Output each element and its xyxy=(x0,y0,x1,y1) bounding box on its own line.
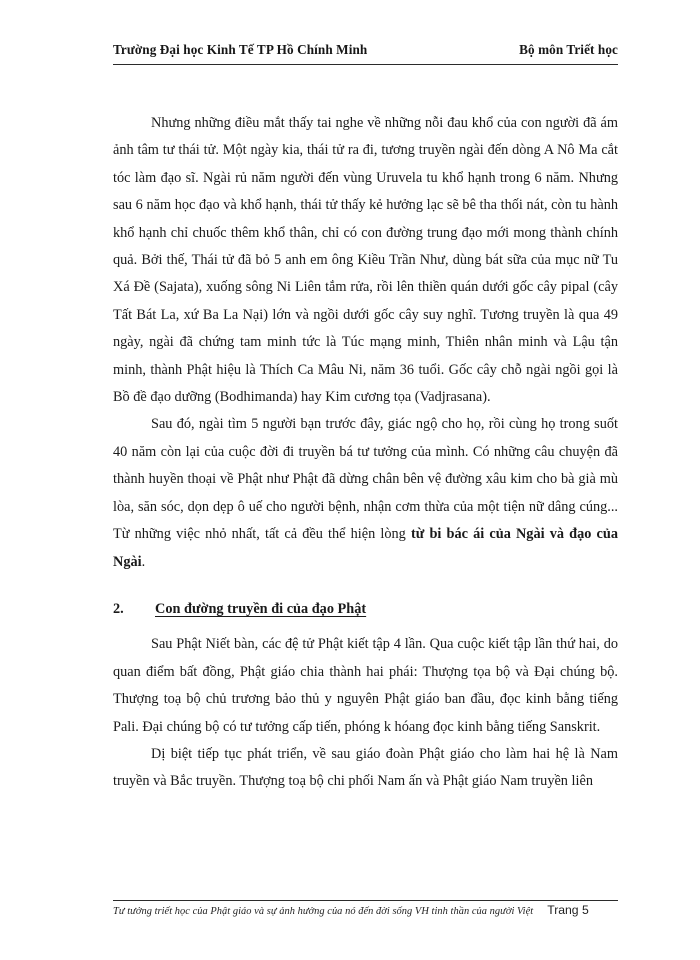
section-number: 2. xyxy=(113,600,124,617)
page-footer xyxy=(113,903,618,917)
paragraph-4-text: Dị biệt tiếp tục phát triển, về sau giáo đoàn Phật giáo cho làm hai hệ là Nam truyền và Bắc truyền. Thượng toạ bộ chi phối Nam ấn và Phật giáo Nam truyền liên xyxy=(113,745,618,790)
paragraph-3-text: Sau Phật Niết bàn, các đệ tử Phật kiết tập 4 lần. Qua cuộc kiết tập lần thứ hai, do quan điểm bất đồng, Phật giáo chia thành hai phái: Thượng tọa bộ và Đại chúng bộ. Thượng toạ bộ chủ trương bảo thủ y nguyên Phật giáo ban đầu, đọc kinh bằng tiếng Pali. Đại chúng bộ có tư tưởng cấp tiến, phóng k hóang đọc kinh bằng tiếng Sanskrit. xyxy=(113,636,618,735)
paragraph-1-text: Nhưng những điều mắt thấy tai nghe về những nỗi đau khổ của con người đã ám ảnh tâm tư thái tử. Một ngày kia, thái tử ra đi, tương truyền ngài đến dòng A Nô Ma cắt tóc làm đạo sĩ. Ngài rủ năm người đến vùng Uruvela tu khổ hạnh trong 6 năm. Nhưng sau 6 năm học đạo và khổ hạnh, thái tử thấy kẻ hưởng lạc sẽ bê tha thối nát, còn tu hành khổ hạnh chỉ chuốc thêm khổ thân, chỉ có con đường trung đạo mới mong thành chính quả. Bởi thế, Thái tử đã bỏ 5 anh em ông Kiều Trần Như, dùng bát sữa của mục nữ Tu Xá Đề (Sajata), xuống sông Ni Liên tắm rửa, rồi lên thiền quán dưới gốc cây pipal (cây Tất Bát La, xứ Ba La Nại) lớn và ngồi dưới gốc cây suy nghĩ. Tương truyền là qua 49 ngày, ngài đã chứng tam minh tức là Túc mạng minh, Thiên nhân minh và Lậu tận minh, thành Phật hiệu là Thích Ca Mâu Ni, năm 36 tuổi. Gốc cây chỗ ngài ngồi gọi là Bồ đề đạo dưỡng (Bodhimanda) hay Kim cương tọa (Vadjrasana). xyxy=(113,115,618,406)
paragraph-buddha-teaching-life xyxy=(113,411,618,575)
section-title: Con đường truyền đi của đạo Phật xyxy=(155,600,367,617)
document-body xyxy=(113,110,618,796)
paragraph-2-bold-phrase: từ bi bác ái của Ngài và đạo của Ngài xyxy=(113,526,618,570)
section-heading-2 xyxy=(113,596,618,623)
footer-thesis-title: Tư tưởng triết học của Phật giáo và sự ảnh hưởng của nó đến đời sống VH tinh thần của người Việt xyxy=(113,906,534,917)
header-department-name: Bộ môn Triết học xyxy=(519,42,618,57)
page-header xyxy=(113,42,618,58)
paragraph-north-south-transmission xyxy=(113,741,618,796)
paragraph-councils-and-schism xyxy=(113,631,618,741)
paragraph-2-text-lead: Sau đó, ngài tìm 5 người bạn trước đây, giác ngộ cho họ, rồi cùng họ trong suốt 40 năm còn lại của cuộc đời đi truyền bá tư tưởng của mình. Có những câu chuyện đã thành huyền thoại về Phật như Phật đã dừng chân bên vệ đường xâu kim cho bà già mù lòa, săn sóc, dọn dẹp ô uế cho người bệnh, nhận cơm thừa của một tiện nữ dâng cúng... Từ những việc nhỏ nhất, tất cả đều thể hiện lòng xyxy=(113,416,618,543)
footer-divider-rule xyxy=(113,900,618,901)
header-university-name: Trường Đại học Kinh Tế TP Hồ Chính Minh xyxy=(113,42,368,57)
header-divider-rule xyxy=(113,64,618,65)
paragraph-2-text-tail: . xyxy=(141,553,146,570)
paragraph-buddha-ascetic-journey xyxy=(113,110,618,411)
footer-page-number: Trang 5 xyxy=(547,903,589,917)
